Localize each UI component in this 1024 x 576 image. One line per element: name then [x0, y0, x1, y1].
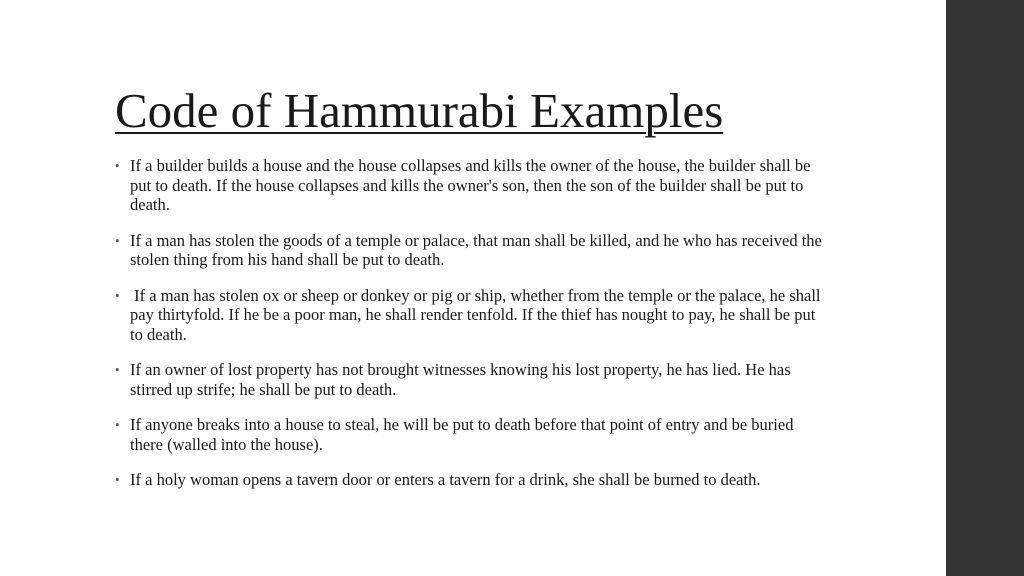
slide-title: Code of Hammurabi Examples [115, 83, 724, 138]
bullet-icon: • [115, 417, 120, 432]
bullet-text: If a man has stolen ox or sheep or donkey or pig or ship, whether from the temple or the palace, he shall pay thirtyfold. If he be a poor man, he shall render tenfold. If the thief has nought to pay, he shall be put to death. [130, 285, 825, 344]
bullet-text: If a holy woman opens a tavern door or enters a tavern for a drink, she shall be burned to death. [130, 470, 761, 489]
bullet-icon: • [115, 158, 120, 173]
bullet-text: If a builder builds a house and the house collapses and kills the owner of the house, the builder shall be put to death. If the house collapses and kills the owner's son, then the son of the builder shall be put to death. [130, 156, 811, 214]
bullet-item [115, 231, 825, 270]
bullet-item [115, 156, 825, 215]
bullet-list [115, 156, 825, 506]
bullet-item [115, 470, 825, 490]
bullet-icon: • [115, 287, 120, 303]
bullet-item [115, 360, 825, 399]
bullet-item [115, 286, 825, 345]
bullet-text: If an owner of lost property has not brought witnesses knowing his lost property, he has lied. He has stirred up strife; he shall be put to death. [130, 360, 791, 399]
bullet-icon: • [115, 232, 120, 248]
side-bar [946, 0, 1024, 576]
bullet-icon: • [115, 472, 120, 487]
bullet-text: If a man has stolen the goods of a temple or palace, that man shall be killed, and he who has received the stolen thing from his hand shall be put to death. [130, 230, 822, 269]
bullet-item [115, 415, 825, 454]
bullet-icon: • [115, 362, 120, 377]
bullet-text: If anyone breaks into a house to steal, he will be put to death before that point of entry and be buried there (walled into the house). [130, 415, 794, 454]
